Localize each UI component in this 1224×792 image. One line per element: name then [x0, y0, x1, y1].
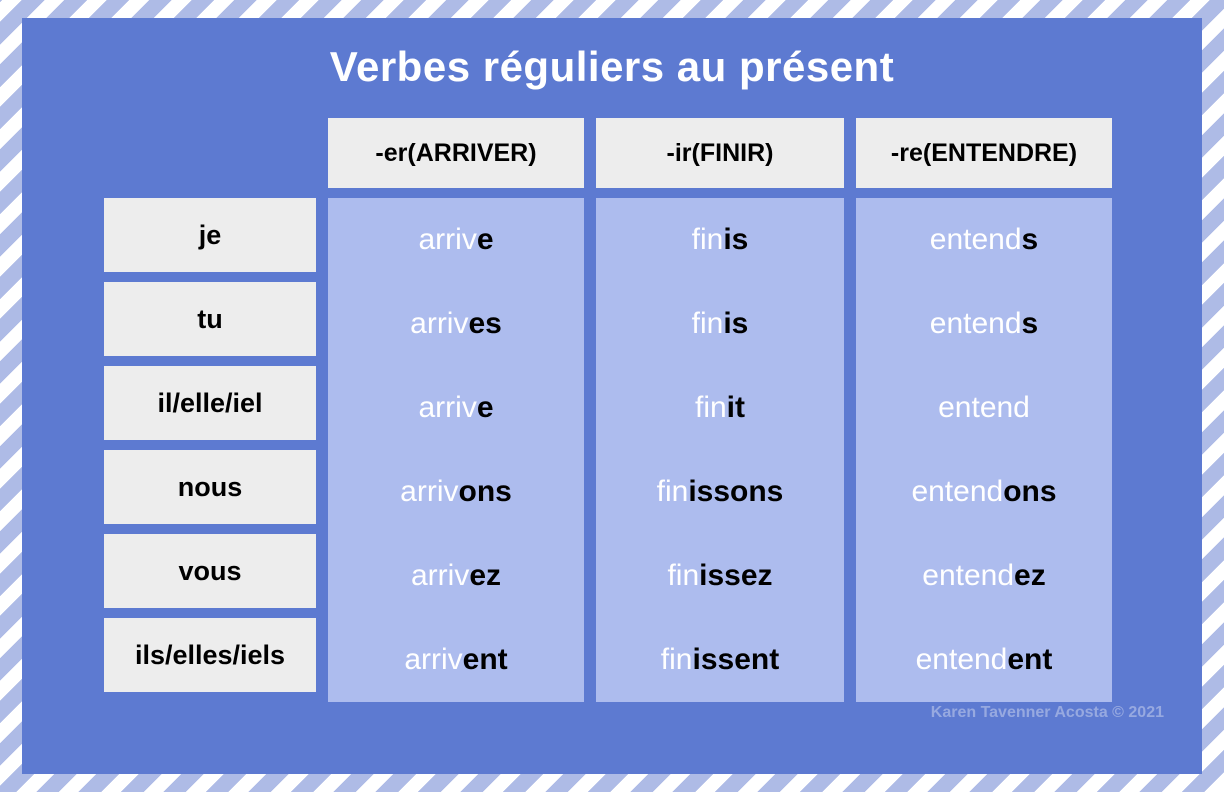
conjugation-table: [104, 118, 1114, 702]
verb-column-er: [328, 198, 584, 702]
verb-ending: is: [723, 307, 749, 340]
verb-cell: [596, 282, 844, 366]
verb-cell: [596, 618, 844, 702]
verb-stem: entend: [915, 643, 1008, 676]
verb-cell: [328, 534, 584, 618]
credit-line: Karen Tavenner Acosta © 2021: [930, 704, 1164, 721]
page-title: Verbes réguliers au présent: [329, 43, 895, 90]
pronoun-cell: nous: [104, 450, 316, 524]
pronoun-cell: je: [104, 198, 316, 272]
column-header-ir-infinitive: (FINIR): [691, 138, 774, 167]
verb-cell: [856, 618, 1112, 702]
column-header-re: [856, 118, 1112, 188]
verb-cell: [856, 534, 1112, 618]
verb-stem: arriv: [404, 643, 463, 676]
verb-cell: [328, 450, 584, 534]
verb-stem: arriv: [410, 307, 469, 340]
verb-cell: [596, 198, 844, 282]
column-header-ir-group: -ir: [666, 138, 692, 167]
table-header-row: [328, 118, 1114, 188]
verb-cell: [596, 366, 844, 450]
verb-ending: ez: [1014, 559, 1046, 592]
verb-ending: ent: [1007, 643, 1053, 676]
verb-cell: [596, 534, 844, 618]
verb-column-ir: [596, 198, 844, 702]
verb-stem: fin: [691, 307, 724, 340]
pronoun-cell: il/elle/iel: [104, 366, 316, 440]
verb-cell: [328, 198, 584, 282]
verb-cell: [328, 618, 584, 702]
pronoun-cell: vous: [104, 534, 316, 608]
verb-cell: [328, 366, 584, 450]
table-body: [104, 198, 1114, 702]
column-header-er: [328, 118, 584, 188]
verb-stem: fin: [656, 475, 689, 508]
verb-cell: [596, 450, 844, 534]
verb-ending: issent: [692, 643, 780, 676]
verb-stem: entend: [911, 475, 1004, 508]
verb-stem: arriv: [418, 223, 477, 256]
verb-ending: issez: [699, 559, 773, 592]
verb-stem: entend: [929, 223, 1022, 256]
verb-ending: ez: [469, 559, 502, 592]
verb-ending: is: [723, 223, 749, 256]
pronoun-column: [104, 198, 316, 702]
pronoun-cell: tu: [104, 282, 316, 356]
verb-column-re: [856, 198, 1112, 702]
column-header-re-infinitive: (ENTENDRE): [922, 138, 1078, 167]
poster-card: [22, 18, 1202, 774]
verb-stem: arriv: [418, 391, 477, 424]
verb-ending: ons: [458, 475, 512, 508]
verb-stem: arriv: [410, 559, 470, 592]
verb-ending: ons: [1003, 475, 1057, 508]
verb-stem: fin: [667, 559, 700, 592]
column-header-ir: [596, 118, 844, 188]
verb-cell: [856, 282, 1112, 366]
pronoun-cell: ils/elles/iels: [104, 618, 316, 692]
verb-ending: s: [1021, 307, 1039, 340]
verb-ending: e: [476, 391, 494, 424]
verb-cell: [328, 282, 584, 366]
verb-cell: [856, 450, 1112, 534]
column-header-er-infinitive: (ARRIVER): [407, 138, 537, 167]
verb-ending: ent: [462, 643, 508, 676]
verb-cell: [856, 198, 1112, 282]
verb-stem: fin: [694, 391, 727, 424]
verb-ending: issons: [688, 475, 784, 508]
verb-ending: s: [1021, 223, 1039, 256]
verb-stem: arriv: [400, 475, 459, 508]
column-header-er-group: -er: [375, 138, 408, 167]
verb-cell: [856, 366, 1112, 450]
verb-ending: it: [726, 391, 745, 424]
verb-stem: fin: [691, 223, 724, 256]
verb-stem: fin: [660, 643, 693, 676]
verb-ending: e: [476, 223, 494, 256]
verb-stem: entend: [929, 307, 1022, 340]
verb-ending: es: [468, 307, 502, 340]
column-header-re-group: -re: [890, 138, 923, 167]
verb-stem: entend: [938, 391, 1030, 424]
verb-stem: entend: [922, 559, 1015, 592]
